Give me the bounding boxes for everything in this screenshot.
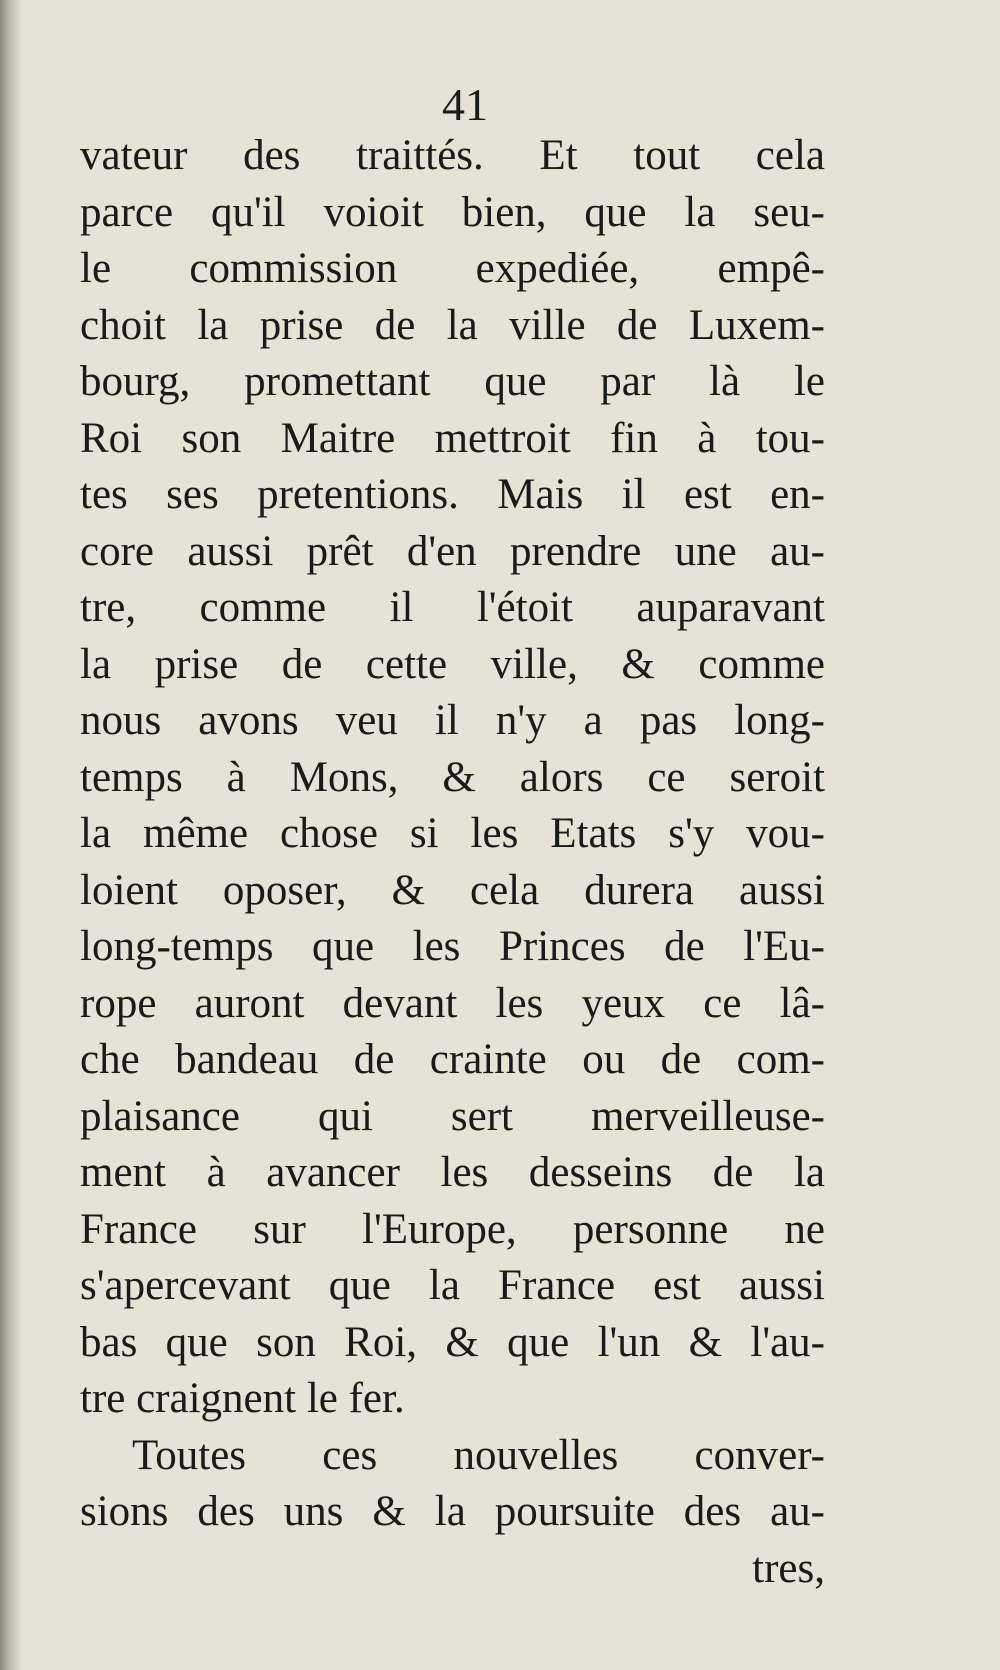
catchword: tres, <box>752 1544 825 1592</box>
page-edge-shadow <box>0 0 22 1670</box>
text-line-18: plaisance qui sert merveilleuse- <box>80 1092 825 1140</box>
text-line-25: sions des uns & la poursuite des au- <box>80 1488 825 1535</box>
text-line-3: le commission expediée, empê- <box>80 245 825 292</box>
text-line-6: Roi son Maitre mettroit fin à tou- <box>80 414 825 462</box>
text-line-15: long-temps que les Princes de l'Eu- <box>80 923 825 970</box>
text-line-20: France sur l'Europe, personne ne <box>80 1205 825 1253</box>
text-line-11: nous avons veu il n'y a pas long- <box>80 697 825 744</box>
text-line-8: core aussi prêt d'en prendre une au- <box>80 527 825 575</box>
text-line-21: s'apercevant que la France est aussi <box>80 1262 825 1309</box>
text-line-10: la prise de cette ville, & comme <box>80 640 825 688</box>
text-line-24: Toutes ces nouvelles conver- <box>132 1431 825 1479</box>
text-line-19: ment à avancer les desseins de la <box>80 1149 825 1196</box>
page-number: 41 <box>442 79 488 130</box>
text-line-9: tre, comme il l'étoit auparavant <box>80 584 825 631</box>
text-line-13: la même chose si les Etats s'y vou- <box>80 810 825 857</box>
body-text <box>80 128 825 1597</box>
text-line-16: rope auront devant les yeux ce lâ- <box>80 979 825 1027</box>
text-line-22: bas que son Roi, & que l'un & l'au- <box>80 1318 825 1366</box>
text-line-7: tes ses pretentions. Mais il est en- <box>80 471 825 518</box>
text-line-1: vateur des traittés. Et tout cela <box>80 132 825 179</box>
text-line-5: bourg, promettant que par là le <box>80 358 825 405</box>
text-line-14: loient oposer, & cela durera aussi <box>80 866 825 914</box>
text-line-23: tre craignent le fer. <box>80 1375 405 1422</box>
text-line-12: temps à Mons, & alors ce seroit <box>80 753 825 801</box>
text-line-17: che bandeau de crainte ou de com- <box>80 1036 825 1083</box>
text-line-4: choit la prise de la ville de Luxem- <box>80 301 825 349</box>
text-line-2: parce qu'il voioit bien, que la seu- <box>80 188 825 236</box>
